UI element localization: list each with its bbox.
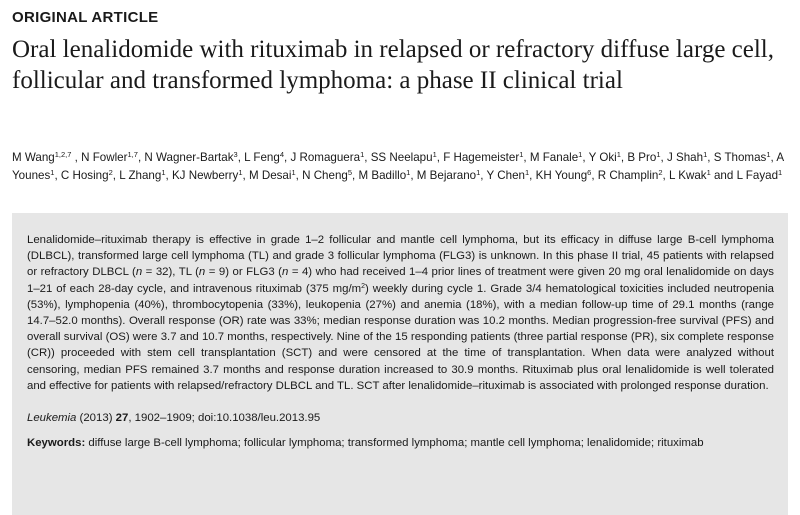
author-affiliation: 2 bbox=[658, 167, 663, 177]
abstract-part: = 32), TL ( bbox=[142, 266, 199, 279]
author-separator: , bbox=[662, 168, 669, 182]
author-name: N Cheng bbox=[302, 168, 348, 182]
author-name: L Kwak bbox=[669, 168, 707, 182]
author-name: N Fowler bbox=[81, 151, 128, 164]
citation-volume: 27 bbox=[115, 412, 129, 425]
author-affiliation: 4 bbox=[279, 150, 284, 159]
abstract-part: = 9) or FLG3 ( bbox=[205, 266, 282, 279]
author-separator: , bbox=[436, 151, 444, 164]
author-affiliation: 1 bbox=[524, 167, 530, 177]
abstract-part: Lenalidomide–rituximab therapy is effective in grade 1–2 follicular and mantle cell lymphoma, but its efficacy in diffuse large B-cell lymphoma (DLBCL), transformed large cell lymphoma (TL) and grade 3 follicular lymphoma (FLG3) is unknown. In this phase II trial, 45 patients with relapsed or refractory DLBCL ( bbox=[27, 234, 774, 279]
author-name: J Romaguera bbox=[290, 151, 361, 164]
author-separator: , bbox=[112, 168, 120, 182]
author-name: N Wagner-Bartak bbox=[144, 151, 234, 164]
author-name: Y Oki bbox=[588, 151, 617, 164]
author-separator: , bbox=[284, 151, 291, 164]
author-affiliation: 1 bbox=[360, 150, 365, 159]
author-name: M Wang bbox=[12, 151, 55, 164]
author-name: R Champlin bbox=[597, 168, 659, 182]
author-separator: , bbox=[529, 168, 536, 182]
author-name: L Fayad bbox=[736, 168, 779, 182]
author-affiliation: 1 bbox=[703, 150, 708, 159]
author-separator: , bbox=[523, 151, 530, 164]
author-name: KJ Newberry bbox=[171, 168, 239, 182]
abstract-n-symbol: n bbox=[135, 266, 143, 279]
keywords-label: Keywords: bbox=[27, 437, 86, 450]
author-name: J Shah bbox=[666, 151, 704, 164]
abstract-part: ) weekly during cycle 1. Grade 3/4 hematological toxicities included neutropenia (53%), lymphopenia (40%), thrombocytopenia (33%), leukopenia (27%) and anemia (18%), with a median follow-up time of 29.1 months (range 14.7–52.0 months). Overall response (OR) rate was 33%; median response duration was 10.2 months. Median progression-free survival (PFS) and overall survival (OS) were 3.7 and 10.7 months, respectively. Nine of the 15 responding patients (three partial response (PR), six complete response (CR)) proceeded with stem cell transplantation (SCT) and were censored at the time of transplantation. When data were analyzed without censoring, median PFS remained 3.7 months and response duration increased to 30.9 months. Rituximab plus oral lenalidomide is well tolerated and effective for patients with relapsed/refractory DLBCL and TL. SCT after lenalidomide–rituximab is associated with prolonged response duration. bbox=[27, 282, 774, 392]
author-name: C Hosing bbox=[60, 168, 109, 182]
author-separator: , bbox=[480, 168, 487, 182]
abstract-part: = 4) who had received 1–4 prior lines of treatment were given 20 mg oral lenalidomide on days 1–21 of each 28-day cycle, and intravenous rituximab (375 mg/m bbox=[27, 266, 774, 295]
author-name: L Zhang bbox=[119, 168, 162, 182]
author-separator: , bbox=[582, 151, 589, 164]
author-name: F Hagemeister bbox=[443, 151, 520, 164]
author-separator: , bbox=[620, 151, 628, 164]
author-separator: , bbox=[242, 168, 249, 182]
author-list bbox=[12, 149, 796, 184]
citation-year: (2013) bbox=[76, 412, 116, 425]
author-name: M Bejarano bbox=[416, 168, 477, 182]
author-affiliation: 1 bbox=[656, 150, 661, 159]
author-affiliation: 1 bbox=[161, 167, 166, 177]
author-separator: , bbox=[364, 151, 371, 164]
author-name: M Desai bbox=[248, 168, 292, 182]
article-title: Oral lenalidomide with rituximab in relapsed or refractory diffuse large cell, follicular and transformed lymphoma: a phase II clinical trial bbox=[12, 36, 774, 94]
author-separator: , bbox=[707, 151, 714, 164]
author-separator: , bbox=[770, 151, 777, 164]
author-separator: , bbox=[165, 168, 172, 182]
author-affiliation: 1 bbox=[291, 167, 296, 177]
author-affiliation: 2 bbox=[108, 167, 113, 177]
author-name: L Feng bbox=[244, 151, 280, 164]
citation-pages-doi: , 1902–1909; doi:10.1038/leu.2013.95 bbox=[128, 412, 321, 425]
article-type-label: ORIGINAL ARTICLE bbox=[12, 9, 159, 26]
citation-journal: Leukemia bbox=[27, 412, 77, 425]
author-name: B Pro bbox=[627, 151, 657, 164]
author-separator: and bbox=[710, 168, 737, 182]
author-name: M Fanale bbox=[529, 151, 579, 164]
author-name: A Younes bbox=[12, 151, 784, 182]
author-affiliation: 1,2,7 bbox=[54, 150, 72, 159]
author-affiliation: 1 bbox=[766, 150, 771, 159]
author-affiliation: 1 bbox=[706, 167, 711, 177]
abstract-n-symbol: n bbox=[198, 266, 206, 279]
author-affiliation: 1 bbox=[476, 167, 481, 177]
author-affiliation: 1 bbox=[778, 167, 783, 177]
keywords bbox=[27, 435, 774, 451]
author-separator: , bbox=[591, 168, 598, 182]
author-separator: , bbox=[137, 151, 145, 164]
citation bbox=[27, 410, 774, 426]
keywords-text: diffuse large B-cell lymphoma; follicular lymphoma; transformed lymphoma; mantle cell lymphoma; lenalidomide; rituximab bbox=[85, 437, 704, 450]
author-name: M Badillo bbox=[358, 168, 407, 182]
abstract-text bbox=[27, 232, 774, 394]
author-separator: , bbox=[352, 168, 359, 182]
author-affiliation: 5 bbox=[347, 167, 353, 177]
author-separator: , bbox=[660, 151, 667, 164]
abstract-n-symbol: n bbox=[281, 266, 289, 279]
author-separator: , bbox=[295, 168, 303, 182]
author-name: KH Young bbox=[535, 168, 588, 182]
author-separator: , bbox=[71, 151, 82, 164]
author-affiliation: 6 bbox=[587, 167, 592, 177]
author-separator: , bbox=[54, 168, 61, 182]
author-separator: , bbox=[410, 168, 417, 182]
abstract-superscript: 2 bbox=[361, 282, 366, 290]
author-separator: , bbox=[237, 151, 245, 164]
author-affiliation: 3 bbox=[233, 150, 238, 159]
author-name: Y Chen bbox=[486, 168, 525, 182]
author-affiliation: 1 bbox=[519, 150, 524, 159]
author-affiliation: 1 bbox=[432, 150, 437, 159]
abstract-box bbox=[12, 213, 788, 515]
author-affiliation: 1 bbox=[406, 167, 411, 177]
author-name: SS Neelapu bbox=[370, 151, 433, 164]
author-affiliation: 1 bbox=[616, 150, 621, 159]
author-affiliation: 1 bbox=[238, 167, 243, 177]
author-affiliation: 1,7 bbox=[127, 150, 138, 159]
author-name: S Thomas bbox=[713, 151, 767, 164]
author-affiliation: 1 bbox=[578, 150, 583, 159]
author-affiliation: 1 bbox=[50, 167, 55, 177]
